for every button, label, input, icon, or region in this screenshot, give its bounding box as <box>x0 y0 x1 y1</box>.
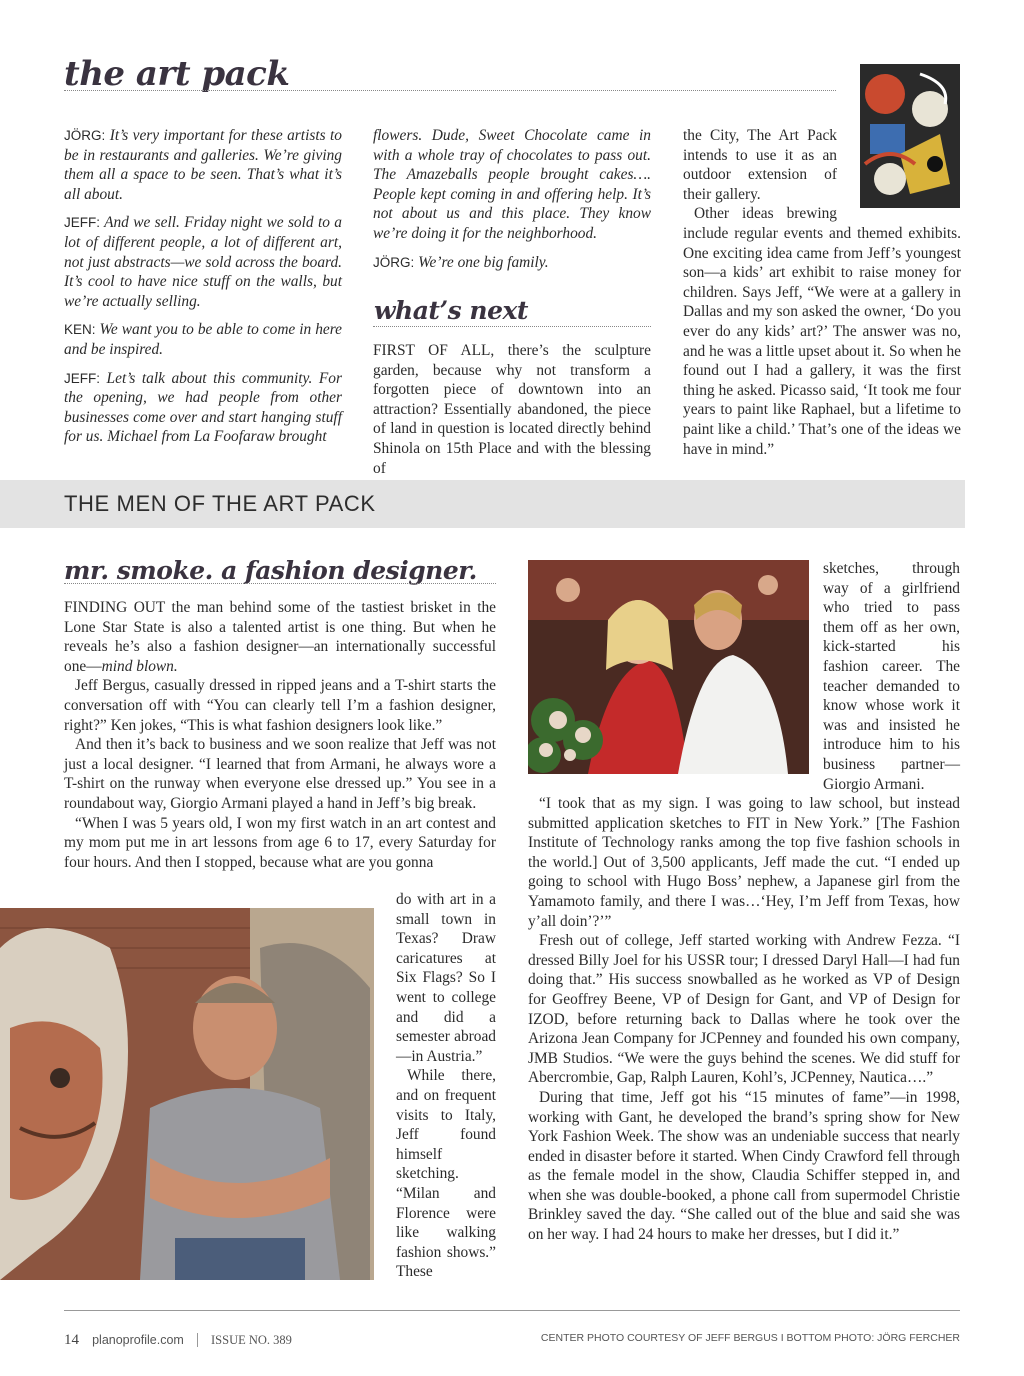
section-title-rule <box>64 90 836 91</box>
whats-next-heading: what’s next <box>374 296 528 325</box>
profile-paragraph-4: “When I was 5 years old, I won my first watch in an art contest and my mom put me in art lessons from age 6 to 17, every Saturday for four hours. And then I stopped, because what are you gonna <box>64 814 496 871</box>
profile-paragraph-6: “I took that as my sign. I was going to law school, but instead submitted application sketches to FIT in New York.” [The Fashion Institute of Technology ranks among the top five fashion schools in the world.] Out of 3,500 applicants, Jeff made the cut. “I ended up going to school with Hugo Boss’ nephew, a Japanese girl from the Yamamoto family, and there I was…‘Hey, I’m Jeff from Texas, how y’all doin’?’” <box>528 795 960 930</box>
whats-next-text: FIRST OF ALL, there’s the sculpture garden, because why not transform a forgotten piece of downtown into an attraction? Essentially abandoned, the piece of land in question is located directly behind Shinola on 15th Place and with the blessing of <box>373 342 651 477</box>
section-banner <box>0 480 965 528</box>
profile-paragraph-5-cont: sketches, through way of a girlfriend who tried to pass them off as her own, kick-started his fashion career. The teacher demanded to know whose work it was and insisted he introduce him to his business partner—Giorgio Armani. <box>823 560 960 793</box>
banner-title: THE MEN OF THE ART PACK <box>64 491 376 516</box>
profile-column-2-narrow <box>823 559 960 794</box>
profile-paragraph-7: Fresh out of college, Jeff started working with Andrew Fezza. “I dressed Billy Joel for his USSR tour; I dressed Daryl Hall—I had fun doing that.” His success snowballed as he worked as VP of Design for Geoffrey Beene, VP of Design for Gant, and VP of Design for IZOD, before returning back to Dallas where he took over the Arizona Jean Company for JCPenney and founded his own company, JMB Studios. “We were the guys behind the scenes. We did stuff for Abercrombie, Gap, Ralph Lauren, Kohl’s, JCPenney, Nautica….” <box>528 932 960 1087</box>
footer <box>64 1329 960 1349</box>
page-number: 14 <box>64 1332 79 1348</box>
profile-paragraph-5: While there, and on frequent visits to Italy, Jeff found himself sketching. “Milan and Florence were like walking fashion shows.” These <box>396 1067 496 1281</box>
footer-rule <box>64 1310 960 1311</box>
quote-continuation: flowers. Dude, Sweet Chocolate came in with a whole tray of chocolates to pass out. The Amazeballs people brought cakes…. People kept coming in and offering help. It’s not about us and this place. They know we’re doing it for the neighborhood. <box>373 127 651 242</box>
art-pack-column-3 <box>683 126 961 459</box>
section-title: the art pack <box>64 54 290 94</box>
profile-column-2 <box>528 794 960 1245</box>
art-pack-column-1 <box>64 126 342 456</box>
quote-paragraph: KEN: We want you to be able to come in here and be inspired. <box>64 321 342 358</box>
photo-credits: CENTER PHOTO COURTESY OF JEFF BERGUS I BOTTOM PHOTO: JÖRG FERCHER <box>540 1332 960 1344</box>
art-pack-column-2 <box>373 126 651 281</box>
jeff-bergus-photo <box>0 908 374 1280</box>
footer-divider <box>197 1333 198 1347</box>
profile-paragraph-1: FINDING OUT the man behind some of the tastiest brisket in the Lone Star State is also a talented artist is one thing. But when he reveals he’s also a fashion designer—an internationally successful one—mind blown. <box>64 599 496 675</box>
site-link[interactable]: planoprofile.com <box>92 1333 184 1347</box>
quote-paragraph: JEFF: Let’s talk about this community. For the opening, we had people from other businesses come over and start hanging stuff for us. Michael from La Foofaraw brought <box>64 369 342 446</box>
whats-next-rule <box>373 326 651 327</box>
profile-column-1-narrow <box>396 890 496 1282</box>
column-3-paragraph-2: Other ideas brewing include regular events and themed exhibits. One exciting idea came from Jeff’s youngest son—a kids’ art exhibit to raise money for children. Says Jeff, “We were at a gallery in Dallas and my son asked the owner, ‘Do you ever do any kids’ art?’ The answer was no, and he was a little upset about it. So when he found out I had a gallery, it was the first thing he asked. Picasso said, ‘It took me four years to paint like Raphael, but a lifetime to paint like a child.’ That’s one of the ideas we have in mind.” <box>683 205 961 458</box>
profile-paragraph-2: Jeff Bergus, casually dressed in ripped jeans and a T-shirt starts the conversation off with “You can clearly tell I’m a fashion designer, right?” Ken jokes, “This is what fashion designers look like.” <box>64 677 496 734</box>
profile-heading-rule <box>64 583 496 584</box>
profile-paragraph-8: During that time, Jeff got his “15 minutes of fame”—in 1998, working with Gant, he developed the brand’s spring show for New York Fashion Week. The show was an undeniable success that nearly ended in disaster before it started. When Cindy Crawford fell through as the female model in the show, Claudia Schiffer stepped in, and when she was double-booked, a phone call from supermodel Christie Brinkley saved the day. “She called out of the blue and said she was on her way. I had 24 hours to make her dresses, but I did it.” <box>528 1088 960 1244</box>
runway-photo <box>528 560 809 774</box>
column-3-paragraph-1: the City, The Art Pack intends to use it as an outdoor extension of their gallery. <box>683 127 837 203</box>
profile-paragraph-4-cont: do with art in a small town in Texas? Draw caricatures at Six Flags? So I went to college and did a semester abroad—in Austria.” <box>396 891 496 1065</box>
quote-paragraph: JÖRG: We’re one big family. <box>373 253 549 271</box>
profile-heading: mr. smoke. a fashion designer. <box>64 556 477 585</box>
issue-number: ISSUE NO. 389 <box>211 1333 292 1347</box>
profile-column-1 <box>64 598 496 872</box>
profile-paragraph-3: And then it’s back to business and we soon realize that Jeff was not just a local designer. “I learned that from Armani, he always wore a T-shirt on the runway when everyone else dressed up.” You see in a roundabout way, Giorgio Armani played a hand in Jeff’s big break. <box>64 736 496 812</box>
quote-paragraph: JÖRG: It’s very important for these artists to be in restaurants and galleries. We’re giving them all a space to be seen. That’s what it’s all about. <box>64 127 342 203</box>
quote-paragraph: JEFF: And we sell. Friday night we sold to a lot of different people, a lot of different art, not just abstracts—we sold across the board. It’s cool to have nice stuff on the walls, but we’re actually selling. <box>64 214 342 310</box>
